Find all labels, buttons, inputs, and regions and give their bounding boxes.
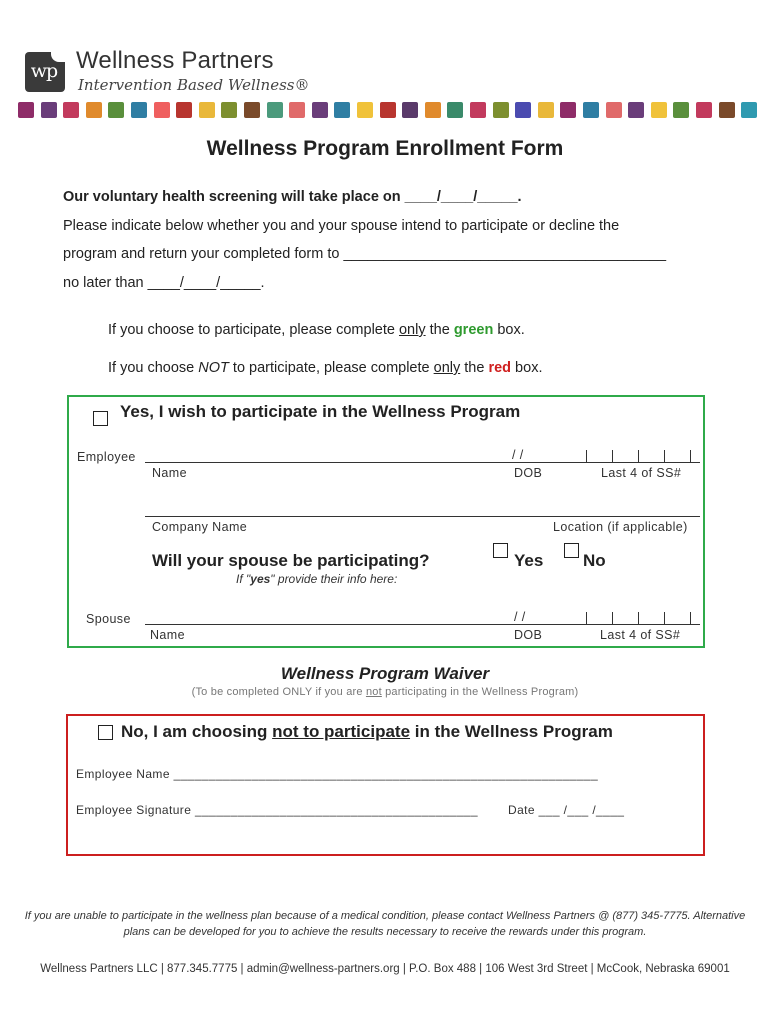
spouse-info-note: If "yes" provide their info here: xyxy=(236,572,398,586)
ssn-divider xyxy=(586,450,587,462)
employee-name-field[interactable]: Employee Name ____________________________________________________________ xyxy=(76,767,599,781)
color-square xyxy=(538,102,554,118)
color-square xyxy=(380,102,396,118)
ssn-divider xyxy=(664,612,665,624)
color-square xyxy=(131,102,147,118)
color-square xyxy=(267,102,283,118)
participate-checkbox[interactable] xyxy=(93,411,108,426)
color-square xyxy=(221,102,237,118)
color-square xyxy=(357,102,373,118)
screening-date-line: Our voluntary health screening will take place on ____/____/_____. xyxy=(63,189,522,205)
spouse-yes-label: Yes xyxy=(514,551,544,570)
color-square xyxy=(515,102,531,118)
employee-dob-label: DOB xyxy=(514,466,543,480)
color-square xyxy=(719,102,735,118)
logo-initials: wp xyxy=(30,60,58,82)
spouse-no-checkbox[interactable] xyxy=(564,543,579,558)
color-square xyxy=(154,102,170,118)
page-title: Wellness Program Enrollment Form xyxy=(206,137,564,160)
color-square xyxy=(18,102,34,118)
color-square xyxy=(583,102,599,118)
spouse-yes-checkbox[interactable] xyxy=(493,543,508,558)
color-square xyxy=(696,102,712,118)
color-square xyxy=(606,102,622,118)
color-square xyxy=(560,102,576,118)
contact-footer: Wellness Partners LLC | 877.345.7775 | admin@wellness-partners.org | P.O. Box 488 | 106 West 3rd Street | McCook, Nebraska 69001 xyxy=(40,963,730,975)
color-square xyxy=(628,102,644,118)
color-square xyxy=(334,102,350,118)
color-square xyxy=(244,102,260,118)
color-square xyxy=(741,102,757,118)
color-square xyxy=(176,102,192,118)
instructions-line-1: Please indicate below whether you and your spouse intend to participate or decline the xyxy=(63,218,620,234)
spouse-ssn-label: Last 4 of SS# xyxy=(600,628,681,642)
ssn-divider xyxy=(638,450,639,462)
color-square xyxy=(289,102,305,118)
color-square xyxy=(425,102,441,118)
company-name-label: Company Name xyxy=(152,520,248,534)
ssn-divider xyxy=(612,612,613,624)
ssn-divider xyxy=(586,612,587,624)
spouse-no-label: No xyxy=(583,551,606,570)
brand-name: Wellness Partners xyxy=(76,47,274,74)
spouse-dob-slashes: / / xyxy=(514,610,526,624)
instructions-line-3: no later than ____/____/_____. xyxy=(63,275,265,291)
decline-instruction: If you choose NOT to participate, please complete only the red box. xyxy=(108,360,543,376)
color-square xyxy=(199,102,215,118)
color-square xyxy=(493,102,509,118)
color-square xyxy=(312,102,328,118)
instructions-line-2: program and return your completed form to ________________________________________ xyxy=(63,246,667,262)
ssn-divider xyxy=(664,450,665,462)
decline-checkbox[interactable] xyxy=(98,725,113,740)
employee-ssn-label: Last 4 of SS# xyxy=(601,466,682,480)
waiver-title: Wellness Program Waiver xyxy=(280,664,490,683)
employee-info-line[interactable] xyxy=(145,462,700,463)
spouse-name-label: Name xyxy=(150,628,185,642)
employee-name-label: Name xyxy=(152,466,187,480)
ssn-divider xyxy=(690,450,691,462)
decline-heading: No, I am choosing not to participate in the Wellness Program xyxy=(121,722,613,741)
employee-label: Employee xyxy=(77,450,136,464)
color-square xyxy=(41,102,57,118)
waiver-subtitle: (To be completed ONLY if you are not participating in the Wellness Program) xyxy=(191,686,579,698)
medical-condition-note: If you are unable to participate in the wellness plan because of a medical condition, please contact Wellness Partners @ (877) 345-7775. Alternative plans can be developed for you to achieve the results necessary to receive the rewards under this program. xyxy=(24,910,746,938)
company-info-line[interactable] xyxy=(145,516,700,517)
employee-signature-field[interactable]: Employee Signature ________________________________________ xyxy=(76,803,478,817)
color-square xyxy=(86,102,102,118)
color-square xyxy=(402,102,418,118)
color-square xyxy=(470,102,486,118)
ssn-divider xyxy=(690,612,691,624)
color-square xyxy=(108,102,124,118)
brand-tagline: Intervention Based Wellness® xyxy=(78,76,310,94)
ssn-divider xyxy=(612,450,613,462)
company-logo xyxy=(25,52,65,92)
color-squares-banner xyxy=(18,102,763,120)
color-square xyxy=(651,102,667,118)
ssn-divider xyxy=(638,612,639,624)
employee-dob-slashes: / / xyxy=(512,448,524,462)
spouse-label: Spouse xyxy=(86,612,131,626)
color-square xyxy=(673,102,689,118)
participate-heading: Yes, I wish to participate in the Wellness Program xyxy=(120,402,521,421)
color-square xyxy=(447,102,463,118)
spouse-question: Will your spouse be participating? xyxy=(152,551,430,570)
spouse-dob-label: DOB xyxy=(514,628,543,642)
color-square xyxy=(63,102,79,118)
participate-instruction: If you choose to participate, please complete only the green box. xyxy=(108,322,525,338)
signature-date-field[interactable]: Date ___ /___ /____ xyxy=(508,803,625,817)
location-label: Location (if applicable) xyxy=(553,520,688,534)
spouse-info-line[interactable] xyxy=(145,624,700,625)
